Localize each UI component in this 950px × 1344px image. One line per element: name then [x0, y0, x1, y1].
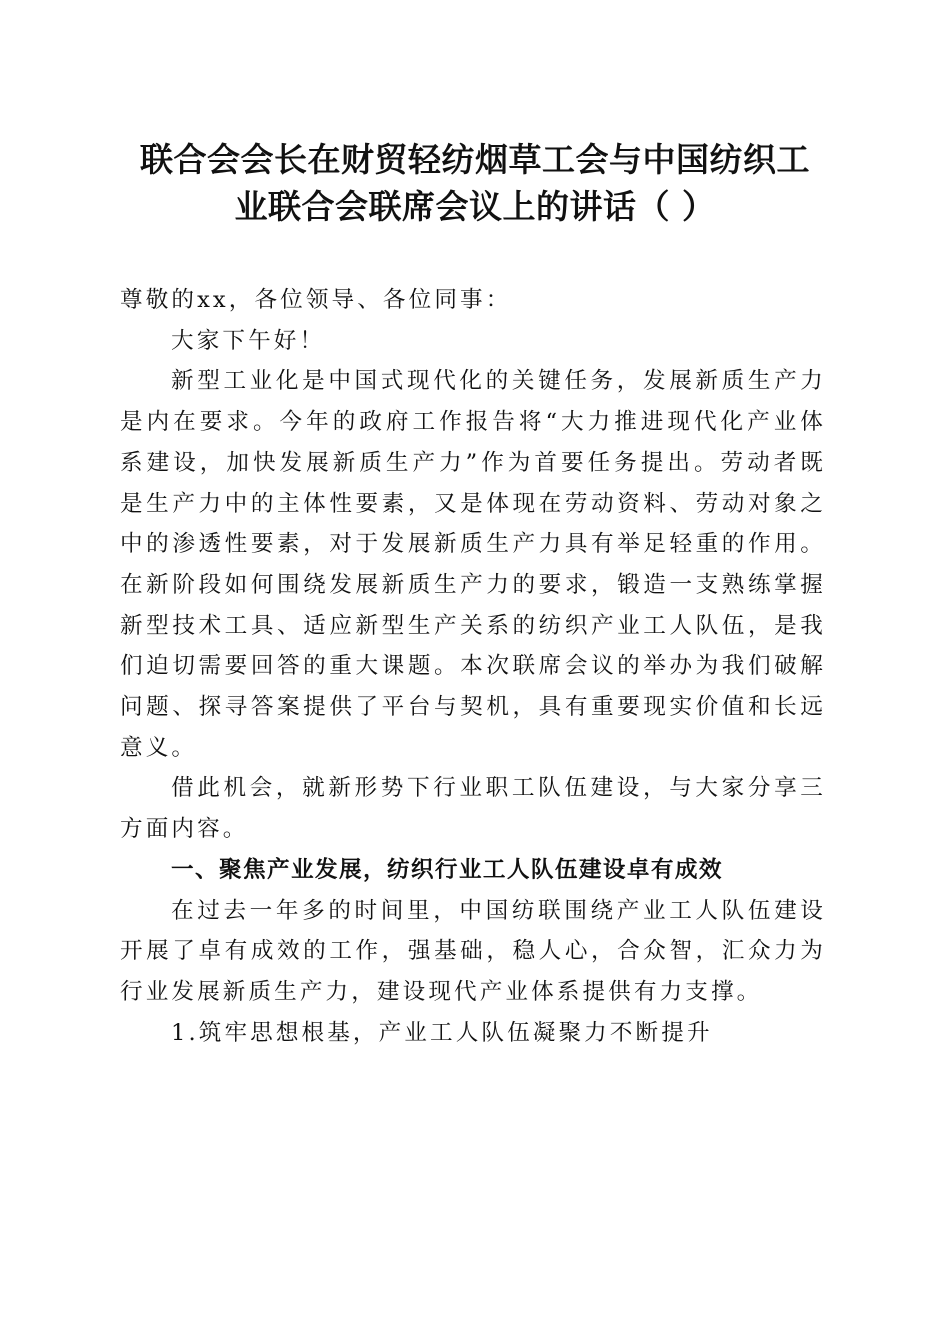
title-line-2: 业联合会联席会议上的讲话（ ） [234, 187, 716, 226]
document-title [100, 136, 850, 230]
section-1-heading: 一、聚焦产业发展，纺织行业工人队伍建设卓有成效 [171, 856, 723, 883]
document-body [120, 280, 826, 1053]
title-line-1: 联合会会长在财贸轻纺烟草工会与中国纺织工 [140, 140, 810, 179]
paragraph-2: 借此机会，就新形势下行业职工队伍建设，与大家分享三方面内容。 [120, 775, 826, 843]
greeting: 大家下午好！ [171, 327, 326, 354]
salutation: 尊敬的xx，各位领导、各位同事： [120, 287, 512, 313]
paragraph-1: 新型工业化是中国式现代化的关键任务，发展新质生产力是内在要求。今年的政府工作报告将“大力推进现代化产业体系建设，加快发展新质生产力”作为首要任务提出。劳动者既是生产力中的主体性要素，又是体现在劳动资料、劳动对象之中的渗透性要素，对于发展新质生产力具有举足轻重的作用。在新阶段如何围绕发展新质生产力的要求，锻造一支熟练掌握新型技术工具、适应新型生产关系的纺织产业工人队伍，是我们迫切需要回答的重大课题。本次联席会议的举办为我们破解问题、探寻答案提供了平台与契机，具有重要现实价值和长远意义。 [120, 368, 826, 761]
subheading-1: 1.筑牢思想根基，产业工人队伍凝聚力不断提升 [171, 1019, 713, 1046]
paragraph-3: 在过去一年多的时间里，中国纺联围绕产业工人队伍建设开展了卓有成效的工作，强基础，稳人心，合众智，汇众力为行业发展新质生产力，建设现代产业体系提供有力支撑。 [120, 897, 826, 1005]
